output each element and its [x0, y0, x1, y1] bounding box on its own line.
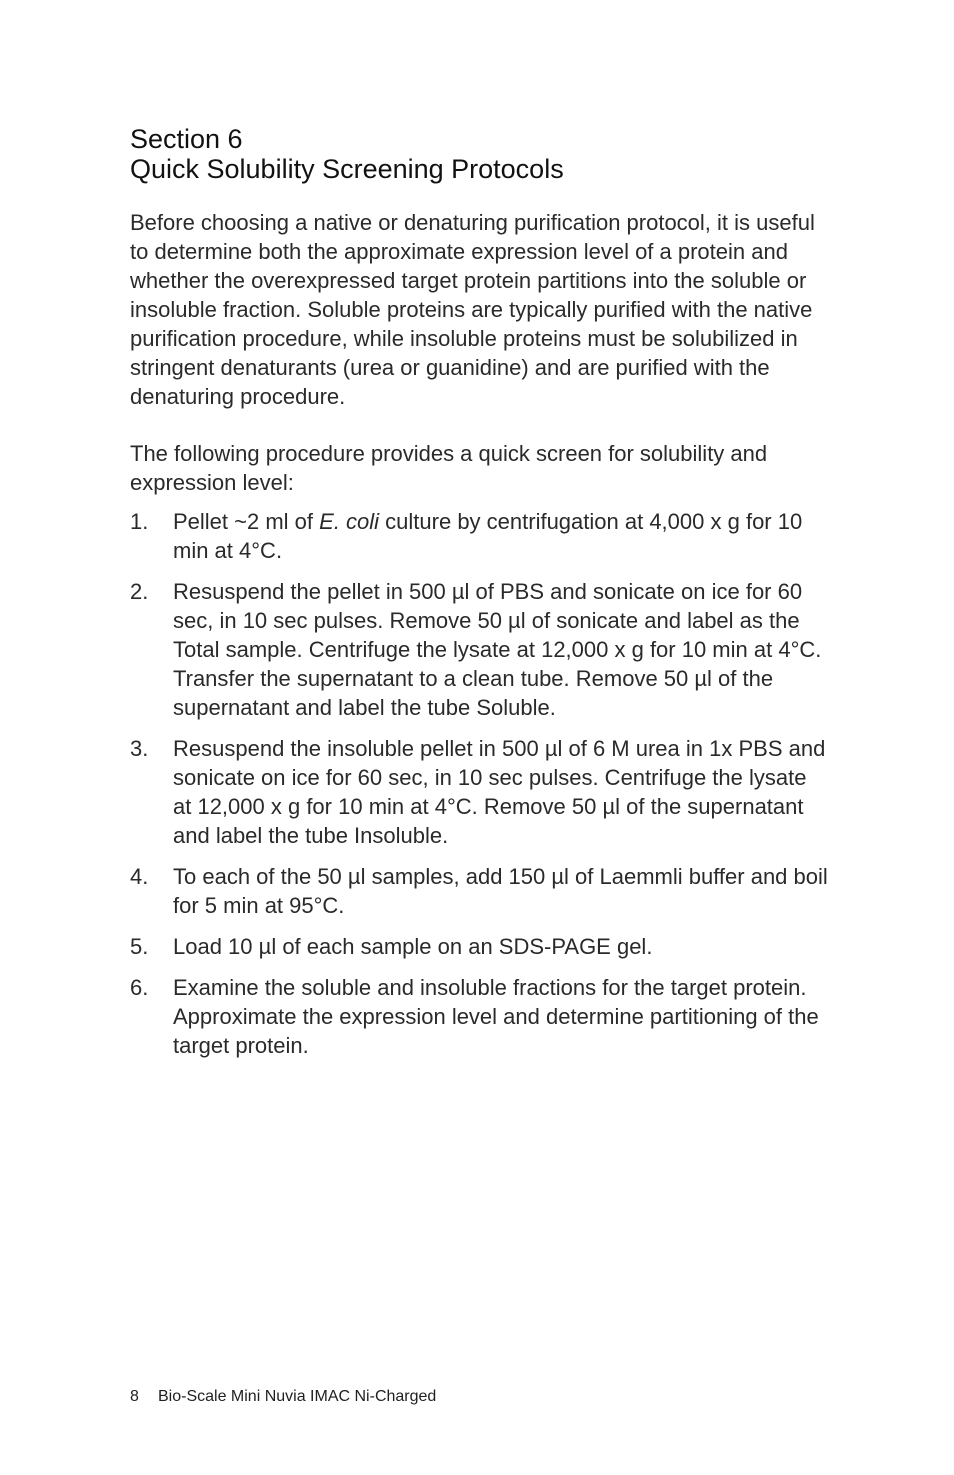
step-item — [130, 932, 830, 961]
procedure-steps — [130, 507, 830, 1060]
step-item — [130, 507, 830, 565]
step-text: Resuspend the insoluble pellet in 500 µl of 6 M urea in 1x PBS and sonicate on ice for 60 sec, in 10 sec pulses. Centrifuge the lysate at 12,000 x g for 10 min at 4°C. Remove 50 µl of the supernatant and label the tube Insoluble. — [173, 736, 826, 848]
page-number: 8 — [130, 1388, 139, 1405]
step-number: 6. — [130, 975, 149, 1000]
footer-title: Bio-Scale Mini Nuvia IMAC Ni-Charged — [158, 1388, 437, 1405]
step-text: To each of the 50 µl samples, add 150 µl of Laemmli buffer and boil for 5 min at 95°C. — [173, 864, 828, 918]
step-number: 2. — [130, 579, 149, 604]
step-text: Resuspend the pellet in 500 µl of PBS and sonicate on ice for 60 sec, in 10 sec pulses. Remove 50 µl of sonicate and label as the Total sample. Centrifuge the lysate at 12,000 x g for 10 min at 4°C. Transfer the supernatant to a clean tube. Remove 50 µl of the supernatant and label the tube Soluble. — [173, 579, 822, 720]
step-item — [130, 862, 830, 920]
step-text: Load 10 µl of each sample on an SDS-PAGE gel. — [173, 934, 653, 959]
step-item — [130, 577, 830, 722]
page-footer — [130, 1387, 436, 1407]
step-text: Pellet ~2 ml of E. coli culture by centrifugation at 4,000 x g for 10 min at 4°C. — [173, 509, 803, 563]
step-item — [130, 734, 830, 850]
step-number: 3. — [130, 736, 149, 761]
step-item — [130, 973, 830, 1060]
section-heading — [130, 124, 830, 184]
section-title: Quick Solubility Screening Protocols — [130, 154, 564, 184]
section-label: Section 6 — [130, 124, 243, 154]
step-number: 1. — [130, 509, 149, 534]
step-text: Examine the soluble and insoluble fractions for the target protein. Approximate the expression level and determine partitioning of the target protein. — [173, 975, 819, 1058]
intro-paragraph: Before choosing a native or denaturing purification protocol, it is useful to determine both the approximate expression level of a protein and whether the overexpressed target protein partitions into the soluble or insoluble fraction. Soluble proteins are typically purified with the native purification procedure, while insoluble proteins must be solubilized in stringent denaturants (urea or guanidine) and are purified with the denaturing procedure. — [130, 210, 815, 409]
page-content — [130, 124, 830, 1072]
step-number: 5. — [130, 934, 149, 959]
lead-paragraph: The following procedure provides a quick screen for solubility and expression level: — [130, 441, 768, 495]
step-number: 4. — [130, 864, 149, 889]
organism-name: E. coli — [319, 509, 380, 534]
